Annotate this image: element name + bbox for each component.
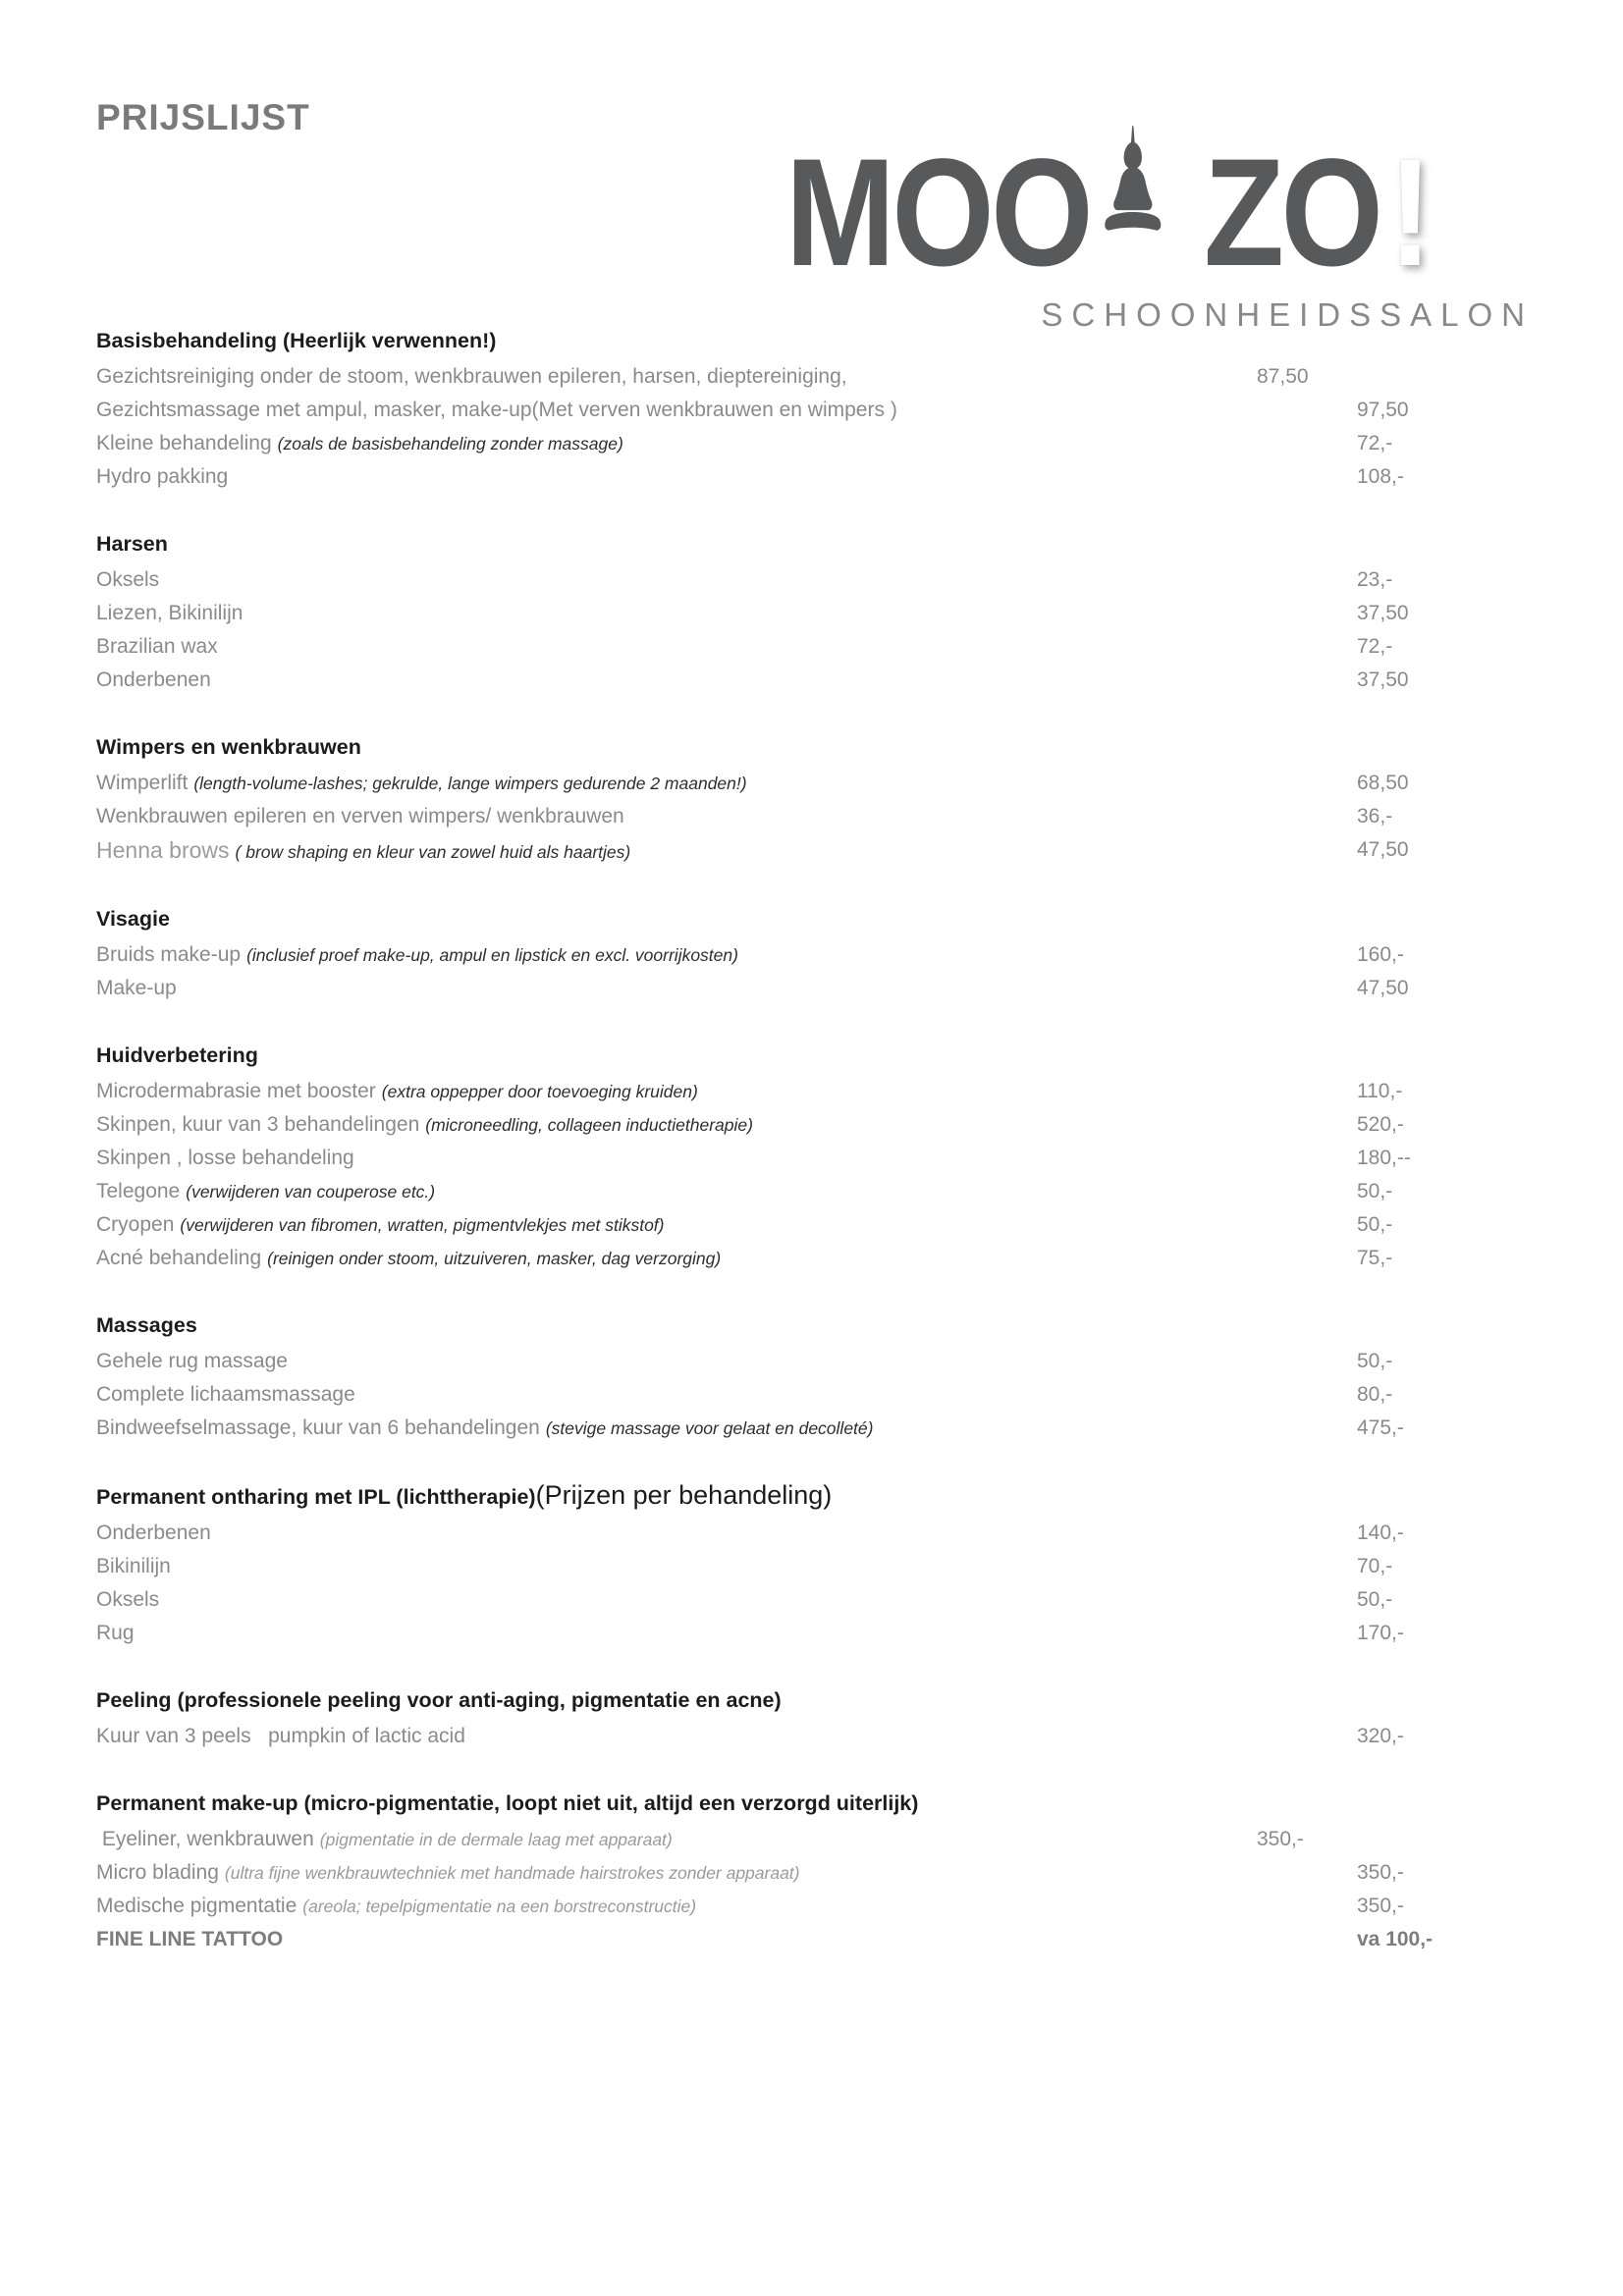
price-row bbox=[96, 1242, 1564, 1275]
item-note: (inclusief proef make-up, ampul en lipstick en excl. voorrijkosten) bbox=[246, 945, 738, 965]
item-price: 68,50 bbox=[1357, 772, 1409, 794]
section-heading: Huidverbetering bbox=[96, 1043, 258, 1067]
item-price: 350,- bbox=[1357, 1861, 1404, 1884]
price-row bbox=[96, 563, 1564, 597]
section-permanent-ontharing-ipl bbox=[96, 1478, 1564, 1650]
item-note: (reinigen onder stoom, uitzuiveren, masker, dag verzorging) bbox=[267, 1249, 722, 1268]
section-basisbehandeling bbox=[96, 324, 1564, 494]
item-label: Bruids make-up bbox=[96, 943, 242, 966]
item-price: 50,- bbox=[1357, 1350, 1393, 1372]
item-price: 50,- bbox=[1357, 1180, 1393, 1202]
item-price: 108,- bbox=[1357, 465, 1404, 488]
section-massages bbox=[96, 1308, 1564, 1445]
item-note: (verwijderen van couperose etc.) bbox=[186, 1182, 436, 1201]
item-label: Microdermabrasie met booster bbox=[96, 1080, 376, 1102]
heading-suffix: (Prijzen per behandeling) bbox=[535, 1480, 833, 1510]
price-row bbox=[96, 1583, 1564, 1617]
item-price: 475,- bbox=[1357, 1416, 1404, 1439]
item-label: Skinpen, kuur van 3 behandelingen bbox=[96, 1113, 420, 1136]
price-row bbox=[96, 972, 1564, 1005]
item-price: 180,-- bbox=[1357, 1147, 1411, 1169]
item-price: 80,- bbox=[1357, 1383, 1393, 1406]
item-label: Oksels bbox=[96, 568, 160, 591]
item-price: 72,- bbox=[1357, 432, 1393, 454]
section-heading: Permanent ontharing met IPL (lichttherapie)(Prijzen per behandeling) bbox=[96, 1480, 833, 1510]
item-price: va 100,- bbox=[1357, 1928, 1434, 1950]
price-row bbox=[96, 800, 1564, 833]
price-row bbox=[96, 1142, 1564, 1175]
item-label: Onderbenen bbox=[96, 668, 211, 691]
price-row bbox=[96, 1412, 1564, 1445]
item-label: Skinpen , losse behandeling bbox=[96, 1147, 354, 1169]
item-price: 320,- bbox=[1357, 1725, 1404, 1747]
item-price: 75,- bbox=[1357, 1247, 1393, 1269]
price-row bbox=[96, 833, 1564, 869]
item-label: Wenkbrauwen epileren en verven wimpers/ wenkbrauwen bbox=[96, 805, 624, 828]
item-price: 87,50 bbox=[1257, 365, 1309, 388]
item-label: Eyeliner, wenkbrauwen bbox=[96, 1828, 314, 1850]
price-row bbox=[96, 1517, 1564, 1550]
item-note: (zoals de basisbehandeling zonder massage) bbox=[277, 434, 623, 454]
item-price: 37,50 bbox=[1357, 602, 1409, 624]
price-row bbox=[96, 1890, 1564, 1923]
price-row bbox=[96, 360, 1564, 394]
item-price: 36,- bbox=[1357, 805, 1393, 828]
item-label: Gehele rug massage bbox=[96, 1350, 288, 1372]
logo-word-part1: MOO bbox=[785, 128, 1091, 298]
price-row bbox=[96, 1075, 1564, 1108]
item-label: Onderbenen bbox=[96, 1522, 211, 1544]
item-price: 47,50 bbox=[1357, 977, 1409, 999]
price-row bbox=[96, 938, 1564, 972]
item-note: (pigmentatie in de dermale laag met apparaat) bbox=[319, 1830, 673, 1849]
item-price: 520,- bbox=[1357, 1113, 1404, 1136]
section-huidverbetering bbox=[96, 1039, 1564, 1275]
item-label: Gezichtsreiniging onder de stoom, wenkbrauwen epileren, harsen, dieptereiniging, bbox=[96, 365, 847, 388]
item-price: 70,- bbox=[1357, 1555, 1393, 1577]
price-row bbox=[96, 597, 1564, 630]
section-heading: Wimpers en wenkbrauwen bbox=[96, 735, 361, 759]
item-label: Wimperlift bbox=[96, 772, 189, 794]
price-row bbox=[96, 1108, 1564, 1142]
item-price: 37,50 bbox=[1357, 668, 1409, 691]
price-row bbox=[96, 1856, 1564, 1890]
price-row bbox=[96, 1175, 1564, 1208]
price-row bbox=[96, 1345, 1564, 1378]
price-row bbox=[96, 767, 1564, 800]
price-row bbox=[96, 1720, 1564, 1753]
price-row bbox=[96, 1823, 1564, 1856]
section-wimpers-en-wenkbrauwen bbox=[96, 730, 1564, 869]
item-label: Gezichtsmassage met ampul, masker, make-up(Met verven wenkbrauwen en wimpers ) bbox=[96, 399, 897, 421]
item-note: (length-volume-lashes; gekrulde, lange wimpers gedurende 2 maanden!) bbox=[193, 774, 747, 793]
item-price: 97,50 bbox=[1357, 399, 1409, 421]
section-heading: Visagie bbox=[96, 907, 170, 931]
price-row bbox=[96, 1617, 1564, 1650]
price-row bbox=[96, 1208, 1564, 1242]
logo-subtitle: SCHOONHEIDSSALON bbox=[1041, 296, 1534, 333]
section-visagie bbox=[96, 902, 1564, 1005]
item-price: 160,- bbox=[1357, 943, 1404, 966]
item-label: Kleine behandeling bbox=[96, 432, 272, 454]
item-label: Bikinilijn bbox=[96, 1555, 171, 1577]
section-peeling bbox=[96, 1683, 1564, 1753]
item-label: Rug bbox=[96, 1622, 135, 1644]
item-label: Medische pigmentatie bbox=[96, 1895, 298, 1917]
section-heading: Peeling (professionele peeling voor anti-aging, pigmentatie en acne) bbox=[96, 1688, 782, 1712]
item-label: FINE LINE TATTOO bbox=[96, 1928, 284, 1950]
item-note: (ultra fijne wenkbrauwtechniek met handmade hairstrokes zonder apparaat) bbox=[224, 1863, 800, 1883]
price-row bbox=[96, 630, 1564, 664]
item-label: Oksels bbox=[96, 1588, 160, 1611]
item-note: (areola; tepelpigmentatie na een borstreconstructie) bbox=[302, 1896, 697, 1916]
price-row bbox=[96, 1378, 1564, 1412]
section-harsen bbox=[96, 527, 1564, 697]
item-label: Make-up bbox=[96, 977, 177, 999]
item-price: 350,- bbox=[1357, 1895, 1404, 1917]
price-row bbox=[96, 427, 1564, 460]
section-heading: Massages bbox=[96, 1313, 197, 1337]
item-price: 50,- bbox=[1357, 1213, 1393, 1236]
section-heading: Harsen bbox=[96, 532, 168, 556]
item-label: Brazilian wax bbox=[96, 635, 218, 658]
price-row bbox=[96, 664, 1564, 697]
item-price: 72,- bbox=[1357, 635, 1393, 658]
price-row bbox=[96, 1923, 1564, 1956]
item-price: 47,50 bbox=[1357, 838, 1409, 861]
item-note: (microneedling, collageen inductietherapie) bbox=[425, 1115, 753, 1135]
section-permanent-make-up bbox=[96, 1787, 1564, 1956]
logo-exclamation: ! bbox=[1388, 128, 1430, 298]
price-row bbox=[96, 460, 1564, 494]
item-label: Kuur van 3 peels pumpkin of lactic acid bbox=[96, 1725, 465, 1747]
item-note: (stevige massage voor gelaat en decolleté) bbox=[545, 1418, 874, 1438]
item-price: 350,- bbox=[1257, 1828, 1304, 1850]
item-price: 140,- bbox=[1357, 1522, 1404, 1544]
item-note: ( brow shaping en kleur van zowel huid als haartjes) bbox=[235, 842, 631, 862]
logo-word-part2: ZO bbox=[1204, 128, 1380, 298]
item-price: 110,- bbox=[1357, 1080, 1403, 1102]
item-price: 170,- bbox=[1357, 1622, 1404, 1644]
item-label: Acné behandeling bbox=[96, 1247, 262, 1269]
item-label: Henna brows bbox=[96, 837, 230, 863]
page-title: PRIJSLIJST bbox=[96, 97, 310, 137]
price-row bbox=[96, 394, 1564, 427]
item-price: 23,- bbox=[1357, 568, 1393, 591]
item-label: Micro blading bbox=[96, 1861, 219, 1884]
item-label: Bindweefselmassage, kuur van 6 behandelingen bbox=[96, 1416, 540, 1439]
price-row bbox=[96, 1550, 1564, 1583]
section-heading: Basisbehandeling (Heerlijk verwennen!) bbox=[96, 329, 497, 352]
item-label: Telegone bbox=[96, 1180, 181, 1202]
item-note: (extra oppepper door toevoeging kruiden) bbox=[381, 1082, 698, 1101]
item-label: Cryopen bbox=[96, 1213, 175, 1236]
item-price: 50,- bbox=[1357, 1588, 1393, 1611]
section-heading: Permanent make-up (micro-pigmentatie, loopt niet uit, altijd een verzorgd uiterlijk) bbox=[96, 1791, 919, 1815]
item-label: Complete lichaamsmassage bbox=[96, 1383, 355, 1406]
item-label: Liezen, Bikinilijn bbox=[96, 602, 243, 624]
item-label: Hydro pakking bbox=[96, 465, 229, 488]
item-note: (verwijderen van fibromen, wratten, pigmentvlekjes met stikstof) bbox=[180, 1215, 665, 1235]
